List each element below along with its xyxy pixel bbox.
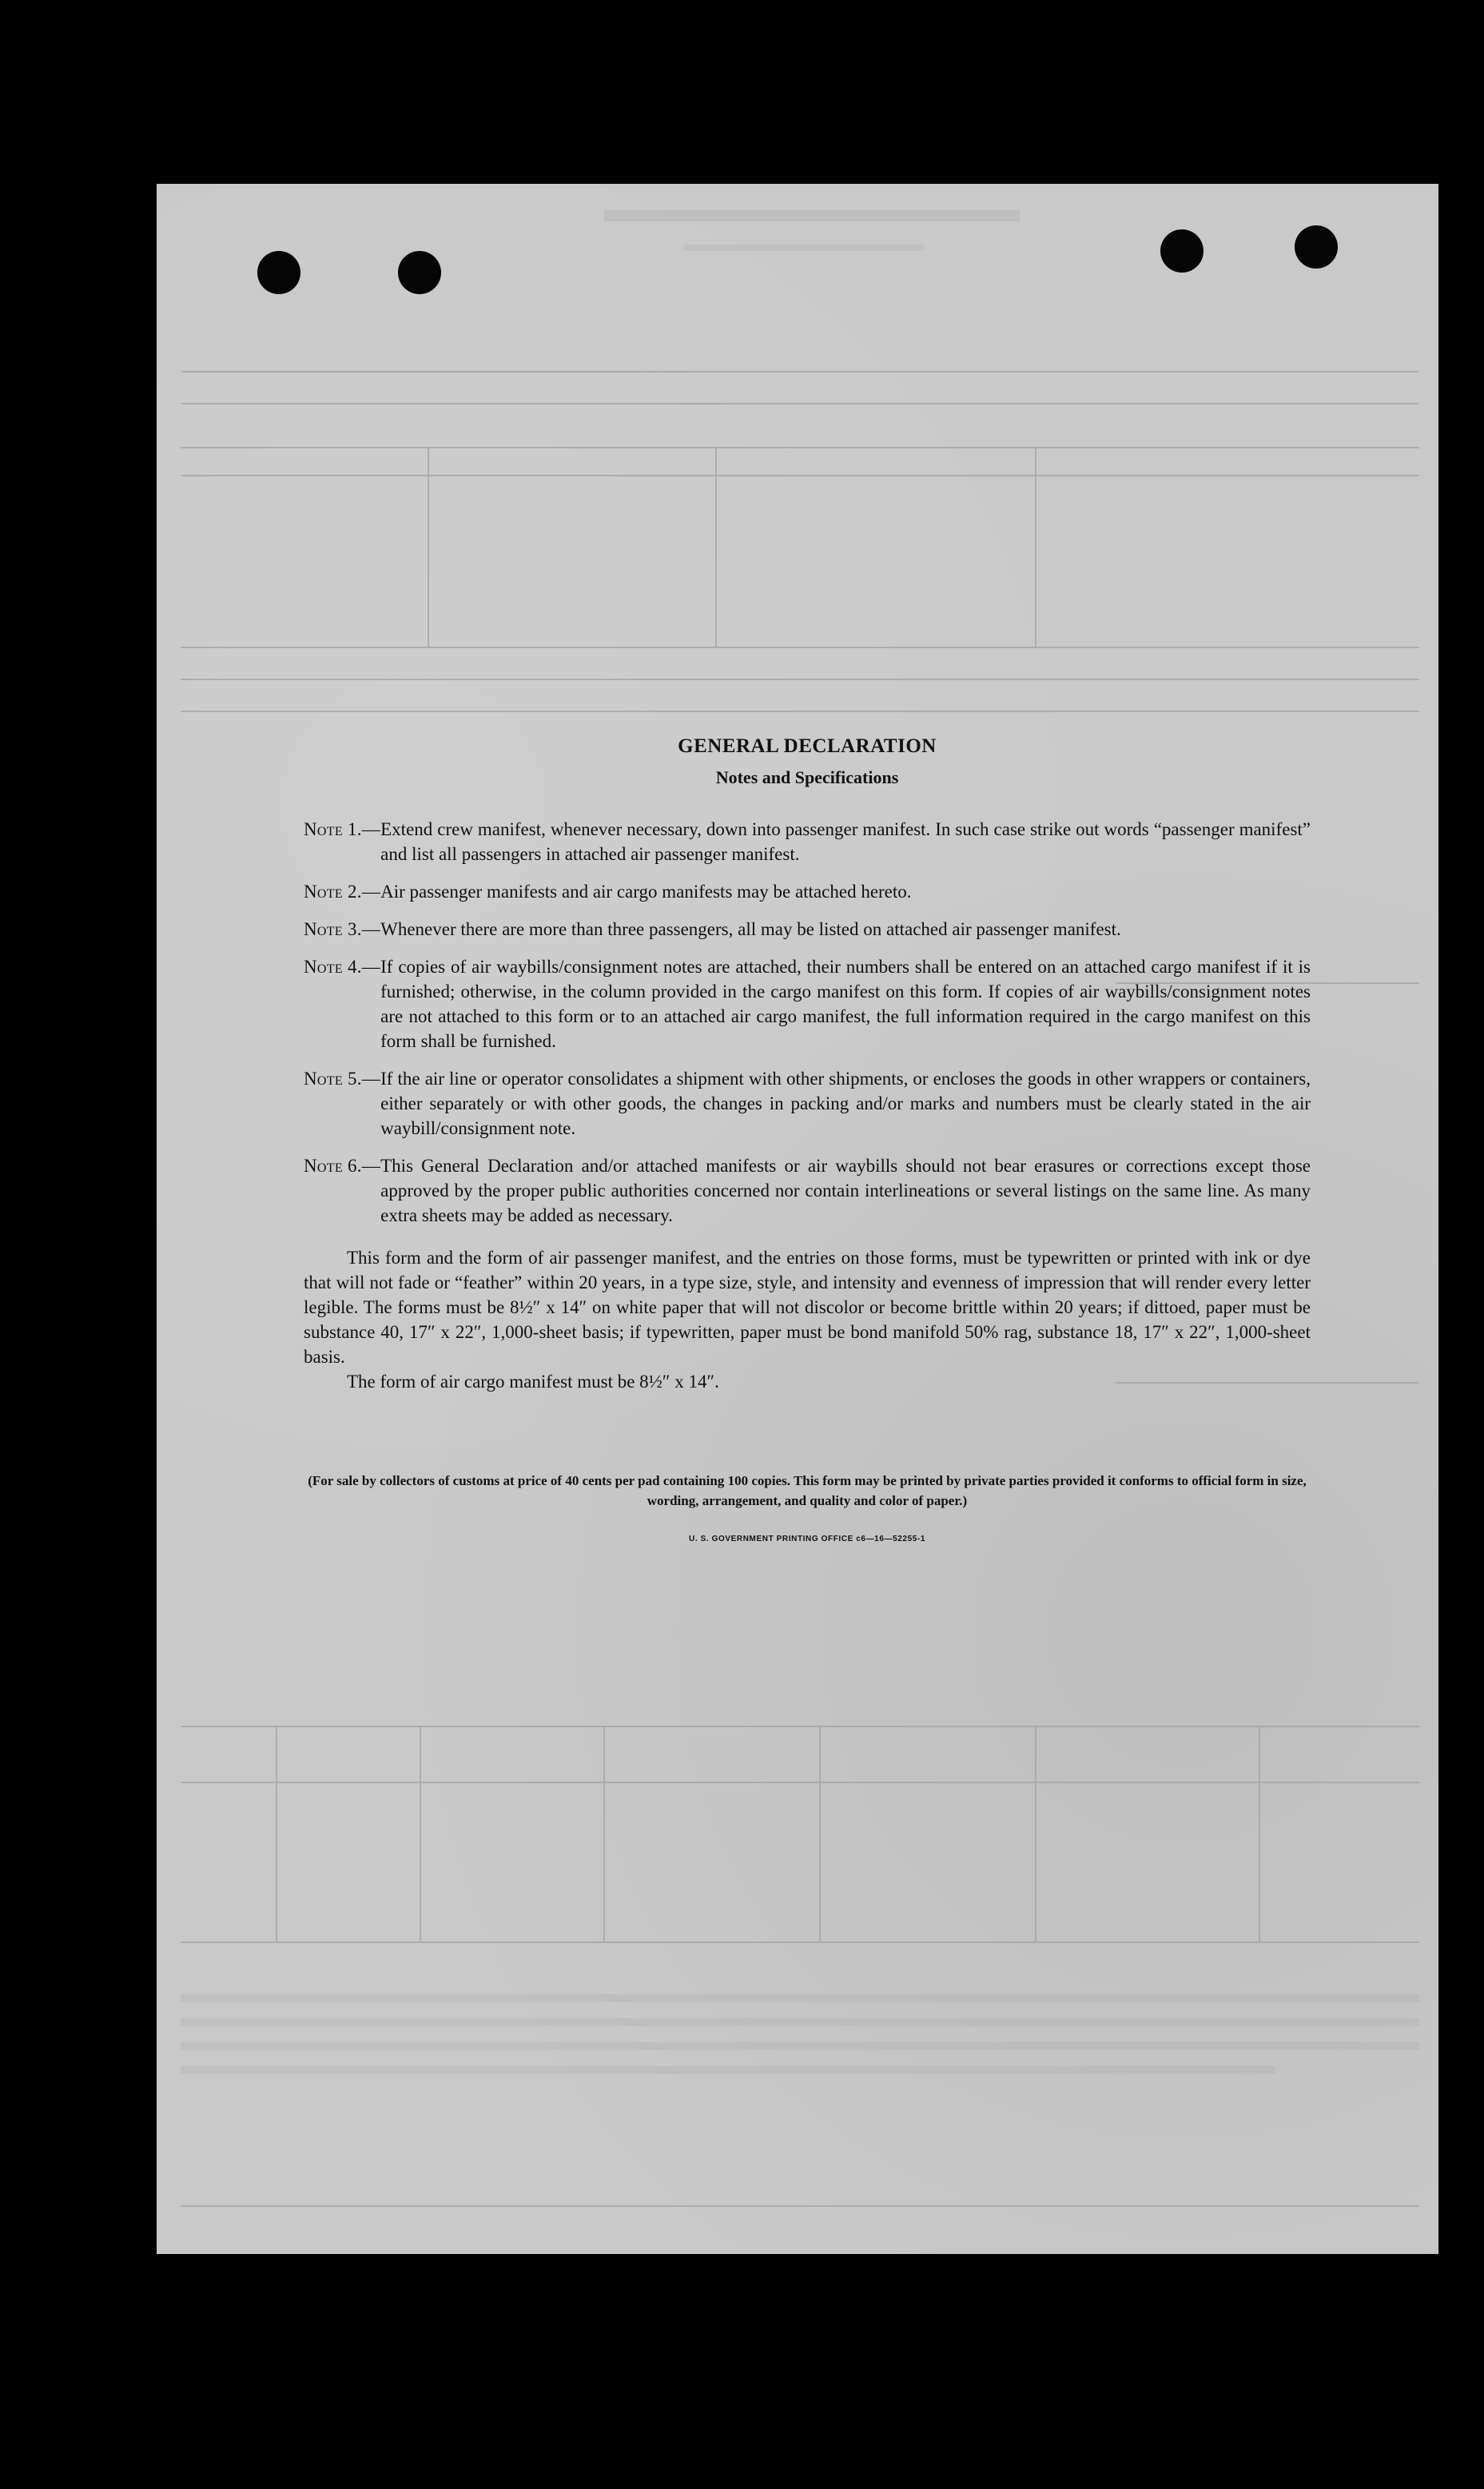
note-label: Note 5.— [304,1069,381,1089]
note-5 [304,1066,1311,1141]
note-text: This General Declaration and/or attached manifests or air waybills should not bear erasures or corrections except those approved by the proper public authorities concerned nor contain interlineations or several listings on the same line. As many extra sheets may be added as necessary. [380,1156,1311,1225]
note-6 [304,1153,1311,1228]
note-4 [304,954,1311,1053]
note-3 [304,917,1311,942]
punch-hole [257,251,300,294]
note-text: Air passenger manifests and air cargo manifests may be attached hereto. [380,882,912,902]
document-title: GENERAL DECLARATION [678,735,937,757]
note-label: Note 3.— [304,919,381,939]
printer-line: U. S. GOVERNMENT PRINTING OFFICE c6—16—52255-1 [689,1535,925,1543]
note-label: Note 4.— [304,957,381,977]
note-text: Whenever there are more than three passengers, all may be listed on attached air passenger manifest. [380,919,1121,939]
note-text: If copies of air waybills/consignment notes are attached, their numbers shall be entered on an attached cargo manifest if it is furnished; otherwise, in the column provided in the cargo manifest on this form. If copies of air waybills/consignment notes are not attached to this form or to an attached air cargo manifest, the full information required in the cargo manifest on this form shall be furnished. [380,957,1311,1051]
note-text: If the air line or operator consolidates a shipment with other shipments, or encloses the goods in other wrappers or containers, either separately or with other goods, the changes in packing and/or marks and numbers must be clearly stated in the air waybill/consignment note. [380,1069,1311,1138]
sale-note: (For sale by collectors of customs at price of 40 cents per pad containing 100 copies. This form may be printed by private parties provided it conforms to official form in size, wording, arrangement, and quality and color of paper.) [308,1473,1307,1508]
note-2 [304,879,1311,904]
document-page [157,184,1438,2254]
notes-content [304,735,1311,1543]
document-subtitle: Notes and Specifications [715,767,899,787]
punch-hole [398,251,441,294]
cargo-manifest-size-paragraph: The form of air cargo manifest must be 8½″ x 14″. [347,1372,719,1392]
paper-specification-paragraph: This form and the form of air passenger manifest, and the entries on those forms, must be typewritten or printed with ink or dye that will not fade or “feather” within 20 years, in a type size, style, and intensity and evenness of impression that will render every letter legible. The forms must be 8½″ x 14″ on white paper that will not discolor or become brittle within 20 years; if dittoed, paper must be substance 40, 17″ x 22″, 1,000-sheet basis; if typewritten, paper must be bond manifold 50% rag, substance 18, 17″ x 22″, 1,000-sheet basis. [304,1248,1311,1367]
note-label: Note 1.— [304,819,381,839]
punch-hole [1295,225,1338,269]
note-text: Extend crew manifest, whenever necessary, down into passenger manifest. In such case strike out words “passenger manifest” and list all passengers in attached air passenger manifest. [380,819,1311,864]
note-1 [304,817,1311,866]
note-label: Note 2.— [304,882,381,902]
punch-hole [1160,229,1204,273]
note-label: Note 6.— [304,1156,381,1176]
